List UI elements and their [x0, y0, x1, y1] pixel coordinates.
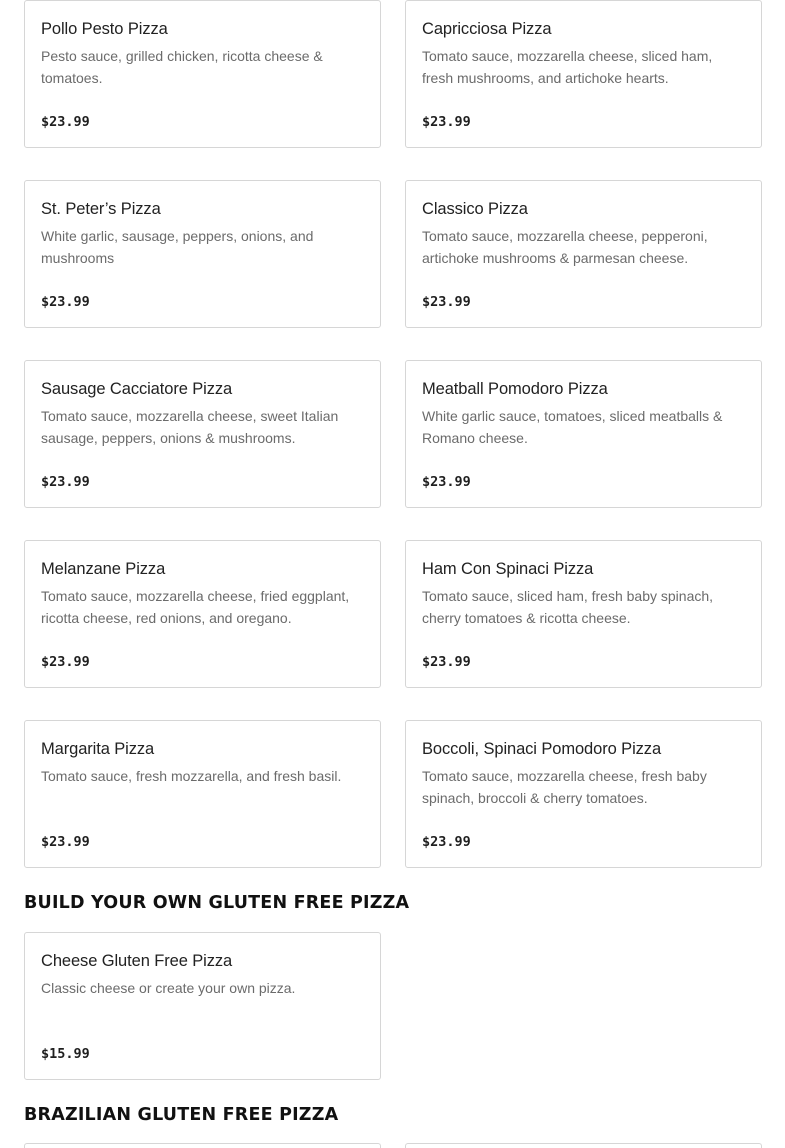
menu-item-card-partial[interactable]: [24, 1143, 381, 1148]
item-name: St. Peter’s Pizza: [41, 200, 161, 218]
item-price: $23.99: [41, 114, 90, 130]
menu-item-card[interactable]: [405, 360, 762, 508]
item-price: $23.99: [41, 654, 90, 670]
item-name: Pollo Pesto Pizza: [41, 20, 168, 38]
menu-item-card[interactable]: [24, 540, 381, 688]
menu-item-card[interactable]: [405, 720, 762, 868]
menu-item-card[interactable]: [24, 0, 381, 148]
item-name: Cheese Gluten Free Pizza: [41, 952, 233, 970]
menu-item-card[interactable]: [24, 932, 381, 1080]
item-description: White garlic, sausage, peppers, onions, and mushrooms: [41, 228, 314, 266]
item-price: $23.99: [422, 834, 471, 850]
menu-item-card[interactable]: [24, 180, 381, 328]
menu-item-card[interactable]: [24, 720, 381, 868]
item-name: Classico Pizza: [422, 200, 528, 218]
item-description: Classic cheese or create your own pizza.: [41, 980, 296, 996]
item-price: $23.99: [41, 294, 90, 310]
section-heading: BRAZILIAN GLUTEN FREE PIZZA: [24, 1105, 339, 1125]
item-description: Pesto sauce, grilled chicken, ricotta cheese & tomatoes.: [41, 48, 323, 86]
item-description: Tomato sauce, mozzarella cheese, sliced ham, fresh mushrooms, and artichoke hearts.: [422, 48, 713, 86]
item-price: $15.99: [41, 1046, 90, 1062]
item-price: $23.99: [41, 834, 90, 850]
section-heading: BUILD YOUR OWN GLUTEN FREE PIZZA: [24, 893, 410, 913]
item-name: Boccoli, Spinaci Pomodoro Pizza: [422, 740, 662, 758]
item-description: Tomato sauce, mozzarella cheese, pepperoni, artichoke mushrooms & parmesan cheese.: [422, 228, 708, 266]
item-description: Tomato sauce, mozzarella cheese, sweet Italian sausage, peppers, onions & mushrooms.: [41, 408, 339, 446]
menu-item-card-partial[interactable]: [405, 1143, 762, 1148]
item-price: $23.99: [422, 474, 471, 490]
menu-item-card[interactable]: [405, 0, 762, 148]
item-description: Tomato sauce, sliced ham, fresh baby spinach, cherry tomatoes & ricotta cheese.: [422, 588, 714, 626]
menu-item-card[interactable]: [24, 360, 381, 508]
item-price: $23.99: [422, 654, 471, 670]
item-price: $23.99: [41, 474, 90, 490]
item-name: Capricciosa Pizza: [422, 20, 552, 38]
item-name: Margarita Pizza: [41, 740, 155, 758]
menu-item-card[interactable]: [405, 180, 762, 328]
item-name: Meatball Pomodoro Pizza: [422, 380, 608, 398]
item-price: $23.99: [422, 294, 471, 310]
item-description: Tomato sauce, fresh mozzarella, and fresh basil.: [41, 768, 342, 784]
item-name: Sausage Cacciatore Pizza: [41, 380, 233, 398]
item-description: Tomato sauce, mozzarella cheese, fried eggplant, ricotta cheese, red onions, and oregano.: [41, 588, 350, 626]
item-description: Tomato sauce, mozzarella cheese, fresh baby spinach, broccoli & cherry tomatoes.: [422, 768, 707, 806]
item-name: Melanzane Pizza: [41, 560, 166, 578]
item-name: Ham Con Spinaci Pizza: [422, 560, 594, 578]
menu-item-card[interactable]: [405, 540, 762, 688]
item-description: White garlic sauce, tomatoes, sliced meatballs & Romano cheese.: [422, 408, 723, 446]
item-price: $23.99: [422, 114, 471, 130]
